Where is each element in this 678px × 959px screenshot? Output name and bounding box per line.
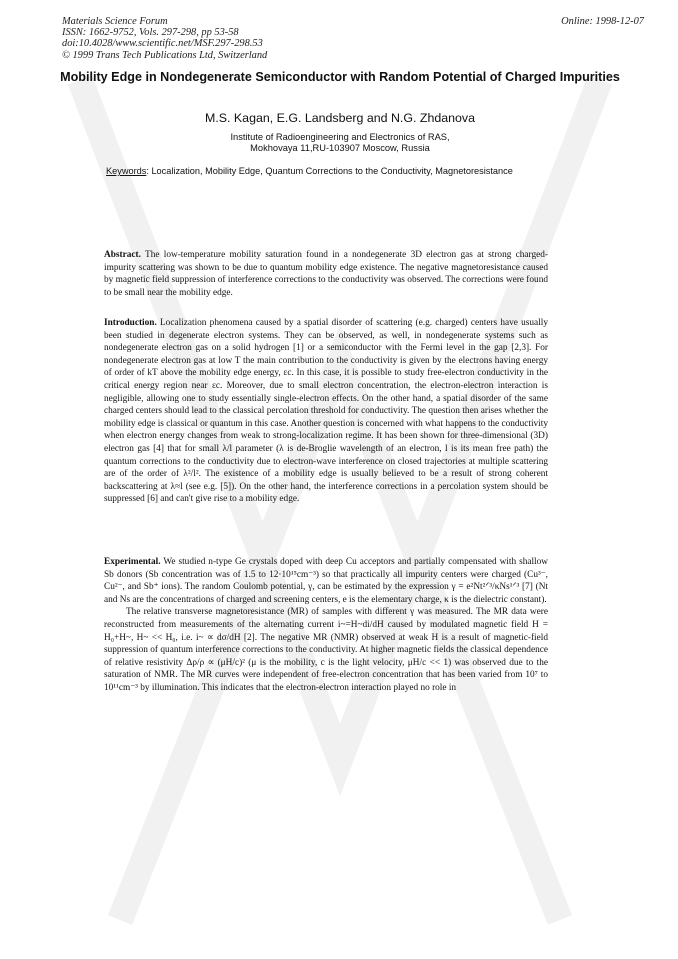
abstract-text: The low-temperature mobility saturation found in a nondegenerate 3D electron gas at strong charged-impurity scattering was shown to be due to quantum mobility edge existence. The negative magnetoresistance caused by magnetic field suppression of interference corrections to the conductivity was observed. The corrections were found to be small near the mobility edge. (104, 250, 548, 298)
keywords-text: : Localization, Mobility Edge, Quantum Corrections to the Conductivity, Magnetoresistance (146, 166, 513, 176)
doi-line[interactable]: doi:10.4028/www.scientific.net/MSF.297-298.53 (62, 38, 263, 50)
abstract-label: Abstract. (104, 250, 141, 260)
experimental-paragraph-2: The relative transverse magnetoresistance (MR) of samples with different γ was measured. The MR data were reconstructed from measurements of the alternating current i~=H~di/dH caused by modulated magnetic field H = H₀+H~, H~ << H₀, i.e. i~ ∝ dσ/dH [2]. The negative MR (NMR) observed at weak H is a result of magnetic-field suppression of quantum interference corrections to the conductivity. At higher magnetic fields the classical dependence of relative resistivity Δρ/ρ ∝ (μH/c)² (μ is the mobility, c is the light velocity, μH/c << 1) was observed due to the saturation of NMR. The MR curves were independent of free-electron concentration that has been varied from 10⁷ to 10¹¹cm⁻³ by illumination. This indicates that the electron-electron interaction played no role in (104, 607, 548, 693)
keywords (106, 166, 556, 177)
copyright-line: © 1999 Trans Tech Publications Ltd, Switzerland (62, 49, 268, 61)
journal-name: Materials Science Forum (62, 16, 168, 27)
experimental-section (104, 556, 548, 695)
abstract-section (104, 249, 548, 299)
keywords-label: Keywords (106, 166, 147, 176)
experimental-label: Experimental. (104, 557, 161, 567)
paper-title: Mobility Edge in Nondegenerate Semiconductor with Random Potential of Charged Impurities (60, 70, 620, 84)
online-date: Online: 1998-12-07 (561, 16, 644, 27)
introduction-text: Localization phenomena caused by a spatial disorder of scattering (e.g. charged) centers have usually been studied in degenerate electron systems. They can be observed, as well, in nondegenerate systems such as nondegenerate electron gas on a solid hydrogen [1] or a semiconductor with the Fermi level in the gap [2,3]. For nondegenerate electron gas at low T the main contribution to the conductivity is given by the electrons having energy of order of kT above the mobility edge energy, εc. In this case, it is possible to study free-electron conductivity in the critical energy region near εc. Moreover, due to small electron concentration, the electron-electron interaction is negligible, allowing one to study essentially single-electron effects. On the other hand, a spatial disorder of the same charged centers should lead to the classical percolation threshold for conductivity. The question then arises whether the mobility edge is classical or quantum in this case. Another question is concerned with what happens to the conductivity when electron energy changes from weak to strong-localization regime. It has been shown for three-dimensional (3D) electron gas [4] that for small λ/l parameter (λ is de-Broglie wavelength of an electron, l is its mean free path) the quantum corrections to the conductivity due to electron-wave interference on closed trajectories at multiple scattering are of the order of λ²/l². The existence of a mobility edge is usually believed to be a result of strong coherent backscattering at λ≈l (see e.g. [5]). On the other hand, the interference corrections in a percolation system should be suppressed [6] and can't give rise to a mobility edge. (104, 318, 548, 505)
introduction-section (104, 317, 548, 506)
issn-line: ISSN: 1662-9752, Vols. 297-298, pp 53-58 (62, 27, 239, 39)
affiliation-line-1: Institute of Radioengineering and Electronics of RAS, (230, 132, 450, 142)
affiliation-line-2: Mokhovaya 11,RU-103907 Moscow, Russia (250, 143, 430, 154)
affiliation (60, 132, 620, 155)
experimental-text: We studied n-type Ge crystals doped with deep Cu acceptors and partially compensated with shallow Sb donors (Sb concentration was of 1.5 to 12·10¹⁵cm⁻³) so that practically all impurity centers were charged (Cu³⁻, Cu²⁻, and Sb⁺ ions). The random Coulomb potential, γ, can be estimated by the expression γ = e²Nt²ᐟ³/κNs¹ᐟ³ [7] (Nt and Ns are the concentrations of charged and screening centers, e is the elementary charge, κ is the dielectric constant). (104, 557, 548, 605)
author-list: M.S. Kagan, E.G. Landsberg and N.G. Zhdanova (205, 111, 475, 125)
publication-info (62, 16, 267, 61)
introduction-label: Introduction. (104, 318, 157, 328)
